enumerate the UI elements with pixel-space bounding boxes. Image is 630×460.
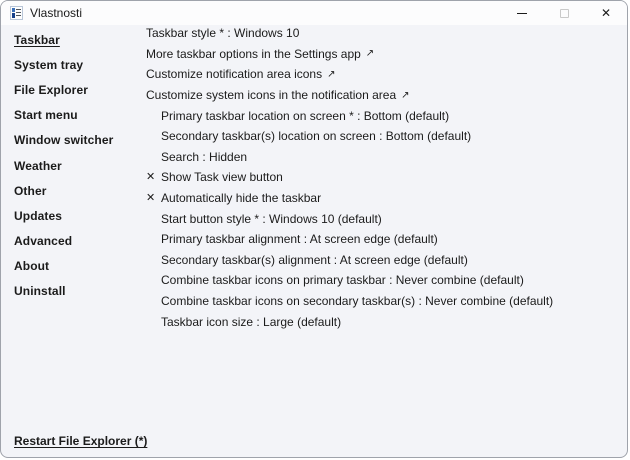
restart-file-explorer-link[interactable]: Restart File Explorer (*) (14, 434, 148, 448)
settings-row[interactable] (146, 23, 619, 44)
sidebar-item-window-switcher[interactable] (14, 128, 134, 153)
external-link-arrow-icon: ↗ (365, 48, 375, 60)
settings-row-label: More taskbar options in the Settings app (146, 46, 361, 61)
settings-row[interactable] (146, 64, 619, 85)
settings-row-label: Combine taskbar icons on primary taskbar : Never combine (default) (161, 273, 524, 288)
settings-row-label: Search : Hidden (161, 149, 248, 164)
settings-row[interactable] (146, 291, 619, 312)
minimize-icon (517, 13, 527, 14)
sidebar-item-uninstall[interactable] (14, 279, 134, 304)
close-icon: ✕ (600, 6, 612, 20)
sidebar-item-system-tray[interactable] (14, 52, 134, 77)
settings-row[interactable] (146, 85, 619, 106)
sidebar-item-label: Other (14, 183, 47, 198)
titlebar (1, 1, 627, 25)
sidebar-item-label: Window switcher (14, 133, 114, 148)
external-link-arrow-icon: ↗ (327, 68, 336, 80)
sidebar-item-start-menu[interactable] (14, 103, 134, 128)
cross-icon: ✕ (146, 191, 156, 204)
settings-row-label: Secondary taskbar(s) location on screen : Bottom (default) (161, 129, 472, 144)
sidebar-item-updates[interactable] (14, 203, 134, 228)
settings-row[interactable] (146, 167, 619, 188)
settings-row-label: Primary taskbar alignment : At screen edge (default) (161, 232, 438, 247)
close-button[interactable] (585, 1, 627, 25)
sidebar-item-about[interactable] (14, 254, 134, 279)
settings-row[interactable] (146, 126, 619, 147)
settings-row[interactable] (146, 105, 619, 126)
settings-row-label: Secondary taskbar(s) alignment : At screen edge (default) (161, 252, 468, 267)
settings-row[interactable] (146, 147, 619, 168)
maximize-icon (560, 9, 569, 18)
settings-row[interactable] (146, 250, 619, 271)
sidebar-item-label: Start menu (14, 108, 78, 123)
sidebar-nav (14, 27, 134, 304)
settings-row-label: Customize notification area icons (146, 67, 323, 82)
sidebar-item-label: File Explorer (14, 82, 88, 97)
sidebar-item-label: System tray (14, 57, 84, 72)
sidebar-item-label: Weather (14, 158, 62, 173)
settings-row-label: Start button style * : Windows 10 (default) (161, 211, 382, 226)
sidebar-item-weather[interactable] (14, 153, 134, 178)
sidebar-item-advanced[interactable] (14, 229, 134, 254)
sidebar-item-taskbar[interactable] (14, 27, 134, 52)
sidebar-item-other[interactable] (14, 178, 134, 203)
minimize-button[interactable] (501, 1, 543, 25)
sidebar-item-label: About (14, 259, 50, 274)
settings-row[interactable] (146, 229, 619, 250)
settings-list (146, 23, 619, 332)
window-title: Vlastnosti (30, 6, 83, 20)
sidebar-item-label: Updates (14, 208, 63, 223)
settings-row[interactable] (146, 208, 619, 229)
settings-row[interactable] (146, 44, 619, 65)
app-icon (10, 6, 23, 20)
settings-row-label: Combine taskbar icons on secondary taskbar(s) : Never combine (default) (161, 294, 554, 309)
settings-row[interactable] (146, 188, 619, 209)
sidebar-item-label: Advanced (14, 234, 73, 249)
maximize-button[interactable] (543, 1, 585, 25)
external-link-arrow-icon: ↗ (401, 89, 410, 101)
cross-icon: ✕ (146, 170, 156, 183)
settings-row[interactable] (146, 270, 619, 291)
sidebar-item-label: Uninstall (14, 284, 66, 299)
sidebar-item-label: Taskbar (14, 32, 60, 47)
settings-row-label: Primary taskbar location on screen * : Bottom (default) (161, 108, 450, 123)
settings-row-label: Taskbar icon size : Large (default) (161, 314, 342, 329)
settings-row-label: Automatically hide the taskbar (161, 191, 322, 206)
settings-row[interactable] (146, 311, 619, 332)
settings-row-label: Taskbar style * : Windows 10 (146, 26, 300, 41)
settings-row-label: Show Task view button (161, 170, 283, 185)
sidebar-item-file-explorer[interactable] (14, 77, 134, 102)
window-controls (501, 1, 627, 25)
settings-row-label: Customize system icons in the notification area (146, 88, 397, 103)
